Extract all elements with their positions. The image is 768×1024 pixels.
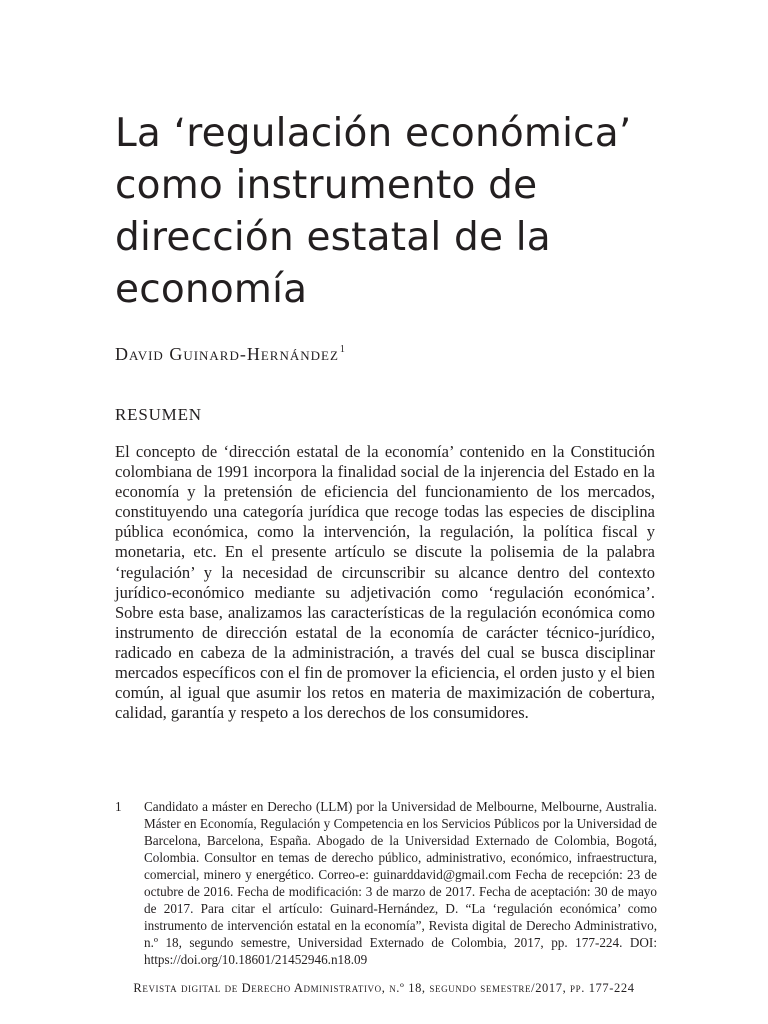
footnote-text: Candidato a máster en Derecho (LLM) por la Universidad de Melbourne, Melbourne, Australia. Máster en Economía, Regulación y Competencia en los Servicios Públicos por la Universidad de Barcelona, Barcelona, España. Abogado de la Universidad Externado de Colombia, Bogotá, Colombia. Consultor en temas de derecho público, administrativo, económico, infraestructura, comercial, minero y energético. Correo-e: guinarddavid@gmail.com Fecha de recepción: 23 de octubre de 2016. Fecha de modificación: 3 de marzo de 2017. Fecha de aceptación: 30 de mayo de 2017. Para citar el artículo: Guinard-Hernández, D. “La ‘regulación económica’ como instrumento de intervención estatal en la economía”, Revista digital de Derecho Administrativo, n.º 18, segundo semestre, Universidad Externado de Colombia, 2017, pp. 177-224. DOI: https://doi.org/10.18601/21452946.n18.09 xyxy=(144,799,657,967)
abstract-body: El concepto de ‘dirección estatal de la economía’ contenido en la Constitución colombiana de 1991 incorpora la finalidad social de la injerencia del Estado en la economía y la pretensión de eficiencia del funcionamiento de los mercados, constituyendo una categoría jurídica que recoge todas las especies de disciplina pública económica, como la intervención, la regulación, la política fiscal y monetaria, etc. En el presente artículo se discute la polisemia de la palabra ‘regulación’ y la necesidad de circunscribir su alcance dentro del contexto jurídico-económico mediante su adjetivación como ‘regulación económica’. Sobre esta base, analizamos las características de la regulación económica como instrumento de dirección estatal de la economía de carácter técnico-jurídico, radicado en cabeza de la administración, a través del cual se busca disciplinar mercados específicos con el fin de promover la eficiencia, el orden justo y el bien común, al igual que asumir los retos en materia de maximización de cobertura, calidad, garantía y respeto a los derechos de los consumidores. xyxy=(115,442,655,723)
abstract-heading: RESUMEN xyxy=(115,405,202,424)
author-name: David Guinard-Hernández xyxy=(115,344,339,364)
author-footnote-marker: 1 xyxy=(339,344,345,355)
footnote-number: 1 xyxy=(115,799,122,814)
article-title: La ‘regulación económica’ como instrumento de dirección estatal de la economía xyxy=(115,111,632,312)
author-line xyxy=(115,344,345,365)
running-footer: Revista digital de Derecho Administrativo, n.º 18, segundo semestre/2017, pp. 177-224 xyxy=(133,981,635,995)
footnote xyxy=(115,798,657,968)
